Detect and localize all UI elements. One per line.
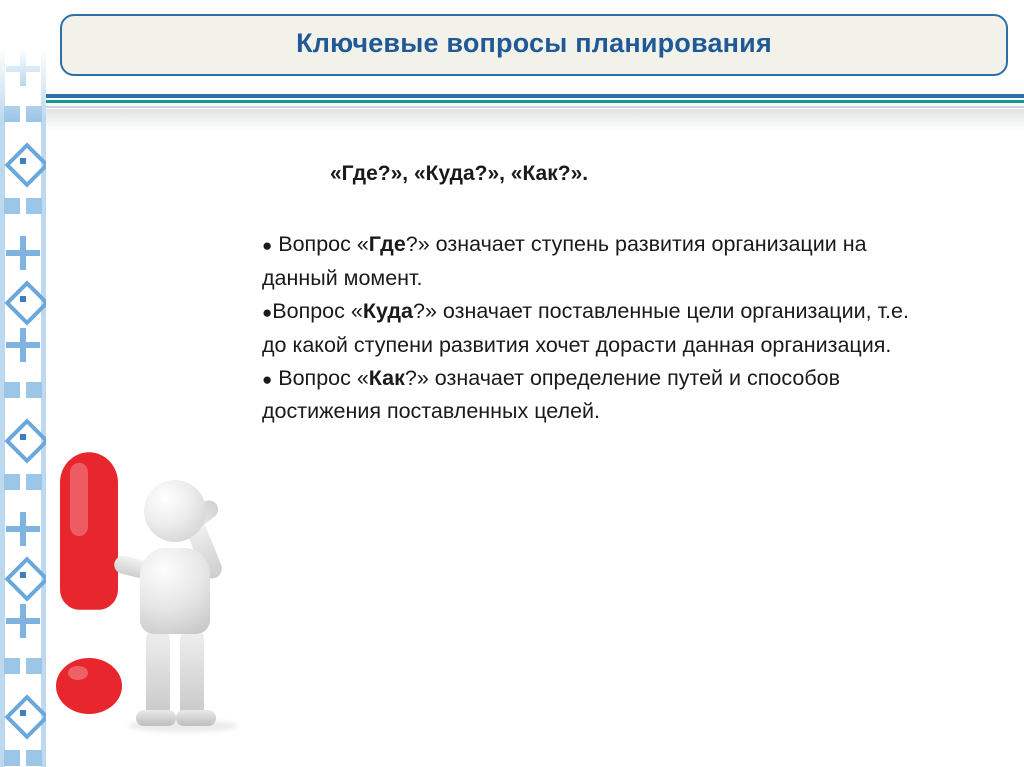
figure-head [144,480,206,542]
bullet-keyword: Где [368,232,406,256]
bullet-item [262,362,922,429]
bullet-prefix: Вопрос « [272,298,363,323]
bullet-marker: ● [262,369,273,389]
bullet-suffix: ?» означает ступень развития организации на данный момент. [262,232,867,290]
figure-foot-left [136,710,176,726]
divider-grey [46,106,1024,108]
person-figure-icon [110,462,270,732]
figure-leg-right [180,628,204,720]
bullet-item [262,295,922,362]
bullet-suffix: ?» означает поставленные цели организации, т.е. до какой ступени развития хочет дорасти данная организация. [262,298,909,357]
figure-foot-right [176,710,216,726]
bullet-suffix: ?» означает определение путей и способов достижения поставленных целей. [262,365,841,424]
figure-leg-left [146,628,170,720]
bullet-keyword: Как [368,365,405,390]
ornament-cell [0,230,46,276]
bullet-marker: ● [262,235,273,255]
bullet-marker: ● [262,302,273,322]
divider-blue [46,94,1024,98]
ornament-cell [0,368,46,414]
page-title: Ключевые вопросы планирования [296,28,772,58]
divider-shadow [46,109,1024,131]
ornament-cell [0,322,46,368]
ornament-cell [0,736,46,767]
bullet-prefix: Вопрос « [272,365,369,390]
figure-body [140,548,210,634]
body-text [262,228,922,428]
lead-line: «Где?», «Куда?», «Как?». [330,162,589,185]
ornament-cell [0,276,46,322]
ornament-cell [0,138,46,184]
divider-teal [46,100,1024,103]
bullet-keyword: Куда [362,298,413,323]
ornament-cell [0,184,46,230]
ornament-fade [0,0,46,120]
illustration [36,452,278,737]
bullet-prefix: Вопрос « [272,232,369,256]
title-bar [60,14,1008,76]
bullet-item [262,228,922,295]
